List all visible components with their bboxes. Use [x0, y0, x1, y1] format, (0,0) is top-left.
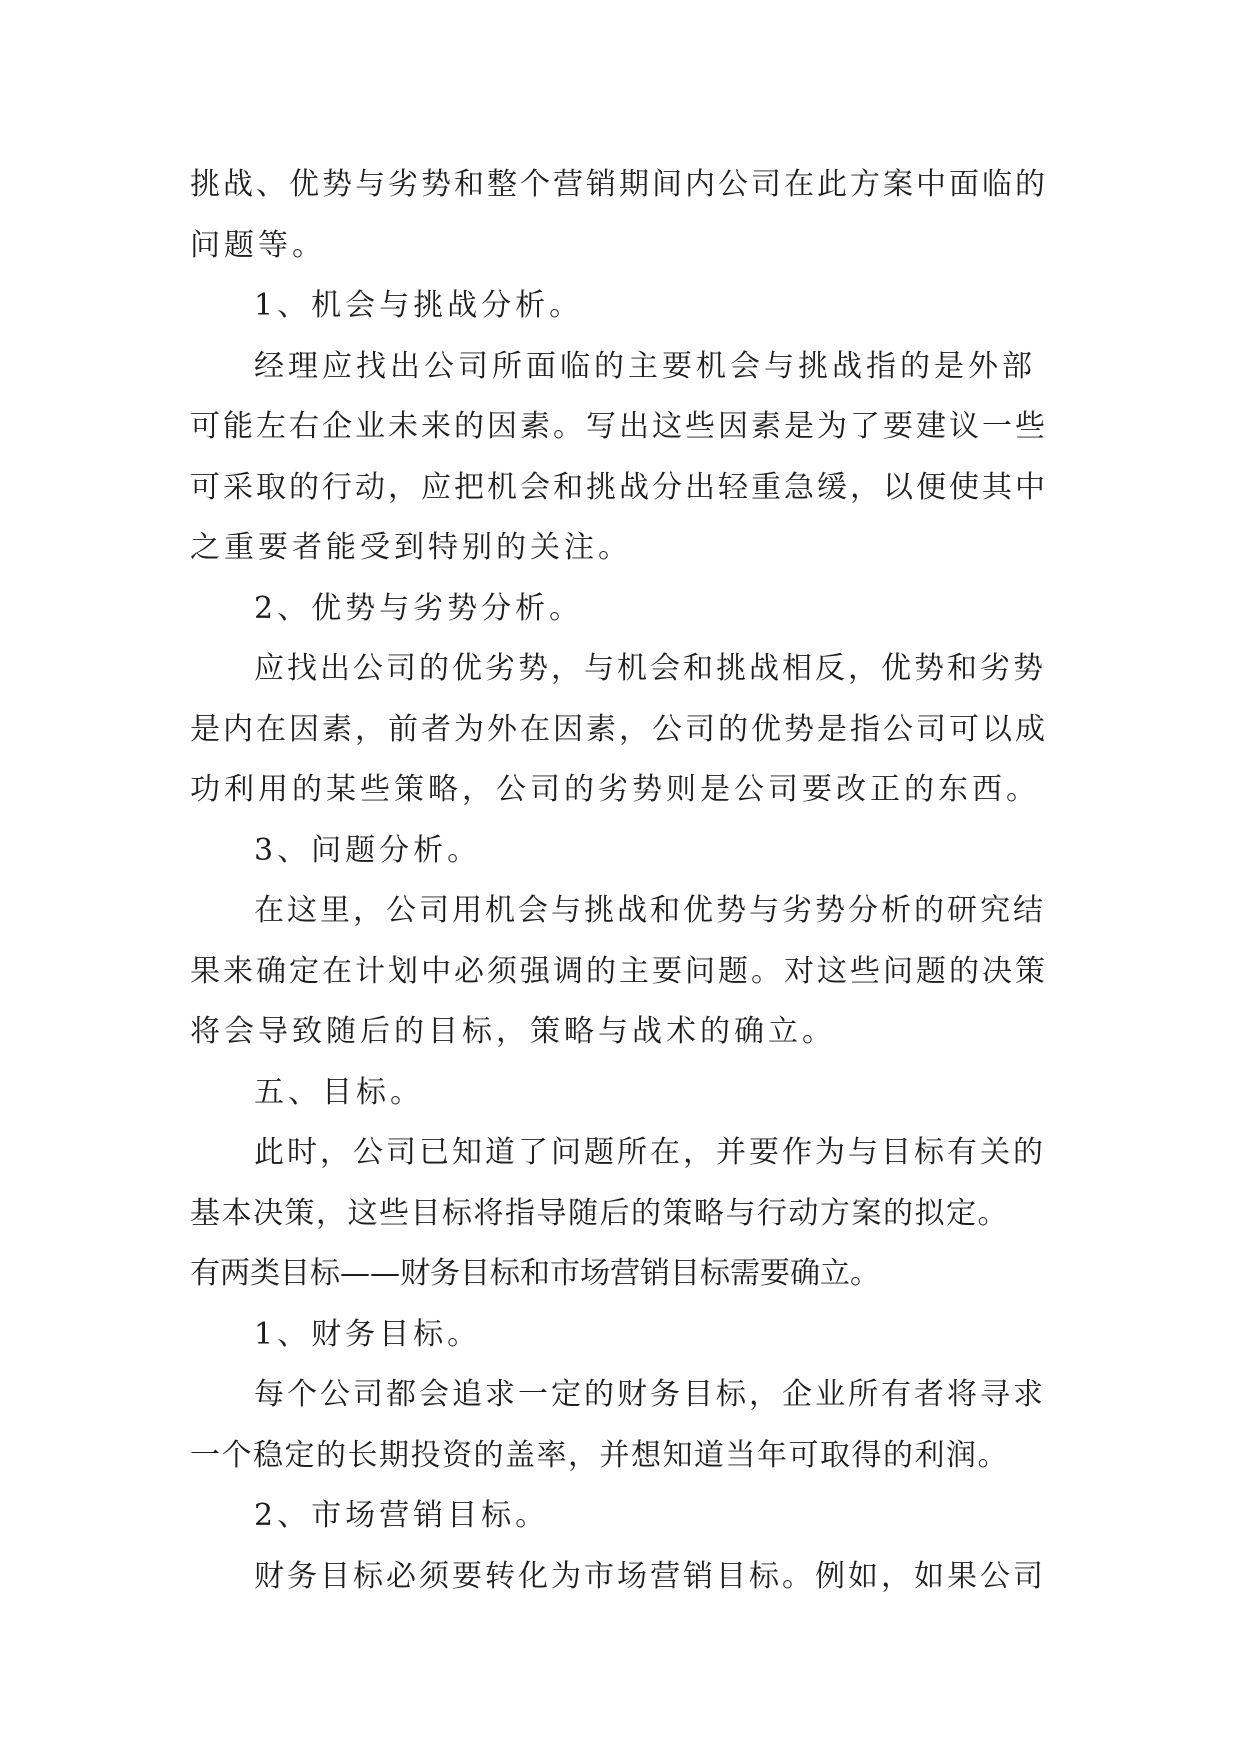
paragraph-line: 果来确定在计划中必须强调的主要问题。对这些问题的决策: [190, 953, 1048, 989]
paragraph-line: 将会导致随后的目标，策略与战术的确立。: [190, 1014, 836, 1049]
paragraph-line: 功利用的某些策略，公司的劣势则是公司要改正的东西。: [190, 772, 1040, 807]
document-body: [190, 155, 1050, 1607]
paragraph-line: 财务目标必须要转化为市场营销目标。例如，如果公司: [254, 1558, 1046, 1594]
paragraph-line: 经理应找出公司所面临的主要机会与挑战指的是外部: [254, 348, 1036, 384]
paragraph-line: 一个稳定的长期投资的盖率，并想知道当年可取得的利润。: [190, 1437, 1009, 1473]
section-heading: 3、问题分析。: [254, 832, 482, 868]
paragraph-line: 有两类目标——财务目标和市场营销目标需要确立。: [190, 1256, 880, 1291]
paragraph-line: 挑战、优势与劣势和整个营销期间内公司在此方案中面临的: [190, 167, 1048, 202]
section-heading: 1、财务目标。: [254, 1316, 482, 1352]
section-heading: 2、优势与劣势分析。: [254, 590, 584, 626]
paragraph-line: 可采取的行动，应把机会和挑战分出轻重急缓，以便使其中: [190, 469, 1048, 505]
paragraph-line: 应找出公司的优劣势，与机会和挑战相反，优势和劣势: [254, 651, 1046, 686]
paragraph-line: 基本决策，这些目标将指导随后的策略与行动方案的拟定。: [190, 1195, 1009, 1231]
section-heading: 1、机会与挑战分析。: [254, 288, 584, 323]
paragraph-line: 是内在因素，前者为外在因素，公司的优势是指公司可以成: [190, 711, 1048, 747]
section-heading: 五、目标。: [254, 1074, 424, 1110]
paragraph-line: 之重要者能受到特别的关注。: [190, 530, 632, 565]
paragraph-line: 在这里，公司用机会与挑战和优势与劣势分析的研究结: [254, 893, 1046, 928]
paragraph-line: 此时，公司已知道了问题所在，并要作为与目标有关的: [254, 1135, 1046, 1170]
paragraph-line: 每个公司都会追求一定的财务目标，企业所有者将寻求: [254, 1377, 1046, 1412]
section-heading: 2、市场营销目标。: [254, 1498, 550, 1533]
paragraph-line: 可能左右企业未来的因素。写出这些因素是为了要建议一些: [190, 409, 1048, 444]
paragraph-line: 问题等。: [190, 227, 326, 263]
